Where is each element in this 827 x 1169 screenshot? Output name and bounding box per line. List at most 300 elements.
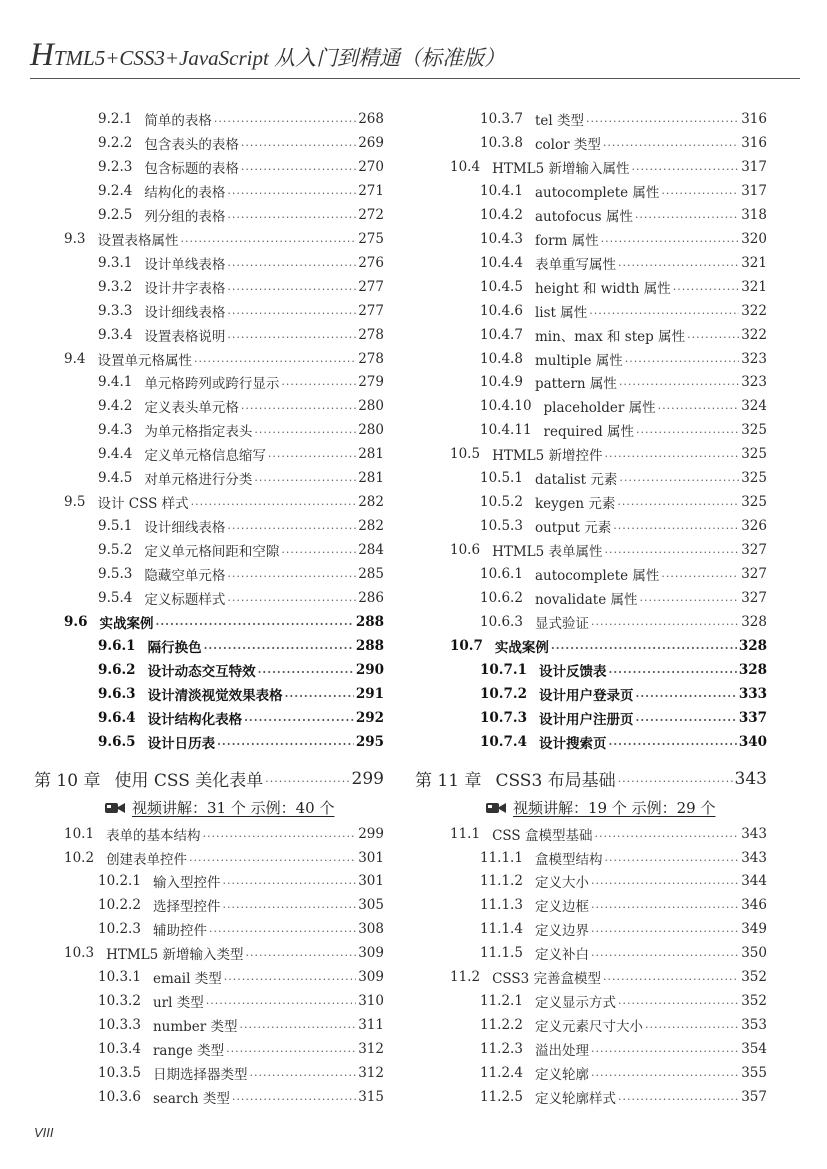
toc-page-number: 277 bbox=[358, 278, 384, 295]
toc-title: 对单元格进行分类 bbox=[144, 472, 253, 489]
leader-dots bbox=[635, 683, 736, 705]
toc-title: search 类型 bbox=[152, 1091, 230, 1107]
toc-title: multiple 属性 bbox=[534, 352, 623, 369]
toc-subsection[interactable] bbox=[98, 324, 384, 346]
leader-dots bbox=[241, 132, 356, 154]
toc-page-number: 355 bbox=[741, 1065, 767, 1082]
leader-dots bbox=[241, 156, 356, 178]
toc-section[interactable] bbox=[450, 635, 767, 657]
toc-page-number: 328 bbox=[738, 661, 767, 678]
toc-subsection[interactable] bbox=[480, 300, 767, 322]
toc-page-number: 333 bbox=[738, 685, 767, 702]
toc-number: 10.6.2 bbox=[480, 590, 523, 606]
toc-subsection[interactable] bbox=[98, 395, 384, 417]
toc-title: 设计日历表 bbox=[147, 735, 216, 752]
leader-dots bbox=[603, 966, 739, 988]
toc-number: 9.4 bbox=[64, 350, 86, 367]
toc-title: 定义补白 bbox=[534, 947, 589, 964]
toc-title: 隔行换色 bbox=[147, 639, 202, 656]
toc-number: 10.5.2 bbox=[480, 494, 523, 511]
toc-page-number: 318 bbox=[741, 206, 767, 223]
toc-number: 10.6.3 bbox=[480, 613, 523, 630]
toc-number: 9.3.3 bbox=[98, 302, 133, 319]
toc-title: 设计细线表格 bbox=[144, 304, 226, 321]
toc-subsection[interactable] bbox=[480, 1062, 767, 1084]
leader-dots bbox=[605, 443, 740, 465]
toc-subsection[interactable] bbox=[480, 870, 767, 892]
toc-subsection[interactable] bbox=[98, 1038, 384, 1060]
leader-dots bbox=[658, 395, 740, 417]
leader-dots bbox=[227, 300, 356, 322]
toc-number: 11.2.2 bbox=[480, 1017, 523, 1034]
toc-page-number: 327 bbox=[741, 590, 767, 606]
toc-subsection[interactable] bbox=[98, 276, 384, 298]
leader-dots bbox=[232, 1086, 356, 1108]
toc-page-number: 282 bbox=[358, 518, 384, 535]
toc-subsection[interactable] bbox=[480, 611, 767, 633]
leader-dots bbox=[268, 443, 356, 465]
toc-subsection[interactable] bbox=[480, 419, 767, 441]
leader-dots bbox=[214, 108, 356, 130]
toc-page-number: 272 bbox=[358, 206, 384, 223]
toc-number: 10.6 bbox=[450, 542, 481, 559]
toc-subsection[interactable] bbox=[480, 587, 767, 609]
leader-dots bbox=[632, 156, 740, 178]
leader-dots bbox=[591, 942, 739, 964]
toc-subsection[interactable] bbox=[98, 467, 384, 489]
toc-subsection[interactable] bbox=[480, 1014, 767, 1036]
video-stats-text: 视频讲解：31 个 示例：40 个 bbox=[132, 799, 335, 818]
toc-subsection[interactable] bbox=[480, 228, 767, 250]
toc-number: 10.4.1 bbox=[480, 182, 523, 199]
toc-subsection[interactable] bbox=[480, 324, 767, 346]
leader-dots bbox=[285, 683, 354, 705]
toc-page-number: 352 bbox=[741, 993, 767, 1010]
toc-title: pattern 属性 bbox=[534, 376, 617, 393]
toc-page-number: 344 bbox=[741, 873, 767, 890]
toc-page-number: 295 bbox=[355, 733, 384, 750]
toc-title: 定义边框 bbox=[534, 899, 589, 916]
toc-page-number: 285 bbox=[358, 566, 384, 583]
toc-title: 输入型控件 bbox=[152, 875, 221, 892]
toc-page-number: 315 bbox=[358, 1089, 384, 1105]
toc-subsection[interactable] bbox=[480, 847, 767, 869]
toc-title: 定义轮廓 bbox=[534, 1067, 589, 1084]
leader-dots bbox=[661, 180, 739, 202]
toc-page-number: 276 bbox=[358, 254, 384, 271]
toc-subsection[interactable] bbox=[98, 132, 384, 154]
toc-title: number 类型 bbox=[152, 1019, 238, 1036]
toc-title: 设计用户登录页 bbox=[538, 687, 634, 704]
toc-subsection[interactable] bbox=[98, 252, 384, 274]
leader-dots bbox=[189, 847, 356, 869]
toc-page-number: 325 bbox=[741, 446, 767, 463]
toc-subsection[interactable] bbox=[480, 707, 767, 729]
toc-subsection[interactable] bbox=[98, 1014, 384, 1036]
toc-number: 11.2.4 bbox=[480, 1065, 523, 1082]
toc-title: output 元素 bbox=[534, 520, 612, 537]
toc-title: autocomplete 属性 bbox=[534, 184, 660, 201]
leader-dots bbox=[217, 731, 354, 753]
toc-subsection[interactable] bbox=[480, 1038, 767, 1060]
toc-title: 创建表单控件 bbox=[106, 851, 188, 868]
toc-page-number: 325 bbox=[741, 494, 767, 511]
toc-subsection[interactable] bbox=[98, 419, 384, 441]
toc-number: 9.6.1 bbox=[98, 637, 136, 654]
leader-dots bbox=[227, 587, 356, 609]
toc-page-number: 311 bbox=[358, 1017, 384, 1034]
toc-title: 显式验证 bbox=[534, 615, 589, 632]
leader-dots bbox=[551, 635, 737, 657]
toc-number: 11.1 bbox=[450, 825, 481, 842]
toc-page-number: 324 bbox=[741, 398, 767, 415]
leader-dots bbox=[222, 870, 356, 892]
leader-dots bbox=[613, 515, 739, 537]
toc-page-number: 278 bbox=[358, 326, 384, 343]
toc-title: 设计结构化表格 bbox=[147, 711, 243, 728]
toc-number: 10.7.2 bbox=[480, 685, 527, 702]
leader-dots bbox=[618, 768, 733, 790]
toc-number: 10.7.3 bbox=[480, 709, 527, 726]
leader-dots bbox=[249, 1062, 356, 1084]
page-number: VIII bbox=[34, 1125, 54, 1140]
toc-subsection[interactable] bbox=[98, 966, 384, 988]
toc-page-number: 282 bbox=[358, 494, 384, 511]
toc-subsection[interactable] bbox=[480, 942, 767, 964]
toc-page-number: 322 bbox=[741, 302, 767, 319]
toc-title: tel 类型 bbox=[534, 113, 584, 129]
book-title bbox=[30, 37, 505, 74]
toc-page-number: 281 bbox=[358, 446, 384, 463]
toc-number: 11.2 bbox=[450, 969, 481, 986]
toc-subsection[interactable] bbox=[480, 1086, 767, 1108]
toc-title: 选择型控件 bbox=[152, 899, 221, 916]
toc-title: form 属性 bbox=[534, 232, 599, 249]
toc-subsection[interactable] bbox=[98, 659, 384, 681]
toc-number: 10.4.8 bbox=[480, 350, 523, 367]
toc-title: CSS3 完善盒模型 bbox=[492, 971, 602, 988]
leader-dots bbox=[204, 635, 354, 657]
toc-subsection[interactable] bbox=[98, 371, 384, 393]
toc-number: 10.4.10 bbox=[480, 398, 532, 415]
leader-dots bbox=[180, 228, 356, 250]
toc-title: 表单重写属性 bbox=[534, 256, 616, 273]
toc-subsection[interactable] bbox=[98, 204, 384, 226]
toc-title: datalist 元素 bbox=[534, 472, 618, 489]
toc-section[interactable] bbox=[64, 847, 384, 869]
toc-number: 10.2.2 bbox=[98, 897, 141, 914]
toc-title: 设计单线表格 bbox=[144, 256, 226, 273]
toc-number: 10.4.5 bbox=[480, 278, 523, 295]
toc-title: 单元格跨列或跨行显示 bbox=[144, 376, 280, 393]
toc-title: height 和 width 属性 bbox=[534, 280, 671, 297]
toc-title: 溢出处理 bbox=[534, 1043, 589, 1060]
toc-title: 实战案例 bbox=[99, 615, 154, 632]
leader-dots bbox=[227, 324, 356, 346]
toc-subsection[interactable] bbox=[480, 252, 767, 274]
toc-title: 结构化的表格 bbox=[144, 184, 226, 201]
toc-subsection[interactable] bbox=[480, 204, 767, 226]
video-camera-icon bbox=[485, 800, 507, 816]
toc-page-number: 349 bbox=[741, 921, 767, 938]
toc-title: range 类型 bbox=[152, 1043, 225, 1060]
toc-title: 简单的表格 bbox=[144, 113, 212, 129]
toc-subsection[interactable] bbox=[480, 395, 767, 417]
toc-title: 隐藏空单元格 bbox=[144, 568, 226, 585]
toc-page-number: 326 bbox=[741, 518, 767, 535]
leader-dots bbox=[591, 870, 739, 892]
toc-subsection[interactable] bbox=[98, 990, 384, 1012]
toc-title: 辅助控件 bbox=[152, 923, 207, 940]
leader-dots bbox=[619, 371, 739, 393]
leader-dots bbox=[156, 611, 354, 633]
toc-page-number: 299 bbox=[351, 768, 384, 789]
toc-subsection[interactable] bbox=[480, 371, 767, 393]
leader-dots bbox=[594, 823, 739, 845]
video-stats-text: 视频讲解：19 个 示例：29 个 bbox=[513, 799, 716, 818]
toc-number: 9.4.1 bbox=[98, 374, 133, 391]
running-header bbox=[30, 38, 800, 79]
video-camera-icon bbox=[104, 800, 126, 816]
leader-dots bbox=[227, 563, 356, 585]
toc-number: 11.1.4 bbox=[480, 921, 523, 938]
toc-section[interactable] bbox=[450, 823, 767, 845]
toc-title: autocomplete 属性 bbox=[534, 568, 660, 585]
toc-title: 设计搜索页 bbox=[538, 735, 607, 752]
toc-page-number: 312 bbox=[358, 1041, 384, 1058]
toc-number: 10.2.3 bbox=[98, 921, 141, 938]
toc-subsection[interactable] bbox=[480, 348, 767, 370]
toc-number: 10.7.4 bbox=[480, 733, 527, 750]
toc-page-number: 281 bbox=[358, 470, 384, 487]
toc-number: 10.4 bbox=[450, 158, 481, 175]
toc-subsection[interactable] bbox=[480, 491, 767, 513]
toc-section[interactable] bbox=[450, 539, 767, 561]
toc-subsection[interactable] bbox=[98, 539, 384, 561]
toc-number: 9.3.2 bbox=[98, 278, 133, 295]
toc-subsection[interactable] bbox=[98, 156, 384, 178]
toc-chapter[interactable] bbox=[415, 768, 767, 790]
toc-page-number: 270 bbox=[358, 158, 384, 175]
toc-page-number: 353 bbox=[741, 1017, 767, 1034]
toc-page-number: 280 bbox=[358, 398, 384, 415]
leader-dots bbox=[591, 918, 739, 940]
toc-page-number: 316 bbox=[741, 134, 767, 151]
toc-subsection[interactable] bbox=[480, 276, 767, 298]
leader-dots bbox=[645, 1014, 739, 1036]
toc-number: 9.6 bbox=[64, 613, 88, 630]
toc-subsection[interactable] bbox=[480, 731, 767, 753]
toc-subsection[interactable] bbox=[480, 894, 767, 916]
toc-section[interactable] bbox=[64, 228, 384, 250]
toc-number: 10.7.1 bbox=[480, 661, 527, 678]
toc-number: 10.4.7 bbox=[480, 326, 523, 343]
toc-number: 11.1.5 bbox=[480, 945, 523, 962]
toc-section[interactable] bbox=[450, 443, 767, 465]
leader-dots bbox=[227, 252, 356, 274]
leader-dots bbox=[635, 707, 736, 729]
toc-title: autofocus 属性 bbox=[534, 208, 633, 225]
toc-number: 10.3.4 bbox=[98, 1041, 141, 1058]
toc-title: min、max 和 step 属性 bbox=[534, 328, 686, 345]
toc-subsection[interactable] bbox=[98, 635, 384, 657]
toc-number: 第 11 章 bbox=[415, 771, 482, 792]
toc-number: 10.4.11 bbox=[480, 422, 532, 439]
toc-page-number: 343 bbox=[741, 849, 767, 866]
leader-dots bbox=[586, 108, 739, 130]
leader-dots bbox=[281, 371, 356, 393]
toc-number: 9.4.3 bbox=[98, 422, 133, 439]
toc-page-number: 328 bbox=[738, 637, 767, 654]
toc-subsection[interactable] bbox=[480, 132, 767, 154]
toc-number: 10.3 bbox=[64, 945, 95, 962]
leader-dots bbox=[591, 611, 739, 633]
toc-page-number: 340 bbox=[738, 733, 767, 750]
toc-page-number: 327 bbox=[741, 566, 767, 583]
toc-title: 设计井字表格 bbox=[144, 280, 226, 297]
toc-section[interactable] bbox=[450, 156, 767, 178]
toc-subsection[interactable] bbox=[480, 515, 767, 537]
toc-page-number: 309 bbox=[358, 945, 384, 962]
toc-chapter[interactable] bbox=[34, 768, 384, 790]
leader-dots bbox=[241, 395, 356, 417]
toc-subsection[interactable] bbox=[98, 108, 384, 130]
toc-page-number: 337 bbox=[738, 709, 767, 726]
leader-dots bbox=[618, 252, 739, 274]
toc-page-number: 320 bbox=[741, 230, 767, 247]
toc-number: 10.4.2 bbox=[480, 206, 523, 223]
toc-page-number: 288 bbox=[355, 613, 384, 630]
toc-subsection[interactable] bbox=[480, 990, 767, 1012]
leader-dots bbox=[227, 204, 356, 226]
toc-title: HTML5 新增输入属性 bbox=[492, 160, 630, 177]
toc-subsection[interactable] bbox=[480, 683, 767, 705]
toc-number: 11.2.5 bbox=[480, 1089, 523, 1105]
toc-subsection[interactable] bbox=[98, 1062, 384, 1084]
toc-title: email 类型 bbox=[152, 971, 222, 988]
toc-title: 定义表头单元格 bbox=[144, 400, 239, 417]
toc-page-number: 279 bbox=[358, 374, 384, 391]
toc-page-number: 291 bbox=[355, 685, 384, 702]
toc-subsection[interactable] bbox=[480, 467, 767, 489]
toc-title: 表单的基本结构 bbox=[106, 827, 201, 844]
toc-title: 定义大小 bbox=[534, 875, 589, 892]
toc-section[interactable] bbox=[64, 491, 384, 513]
leader-dots bbox=[258, 659, 354, 681]
toc-title: 设计用户注册页 bbox=[538, 711, 634, 728]
toc-subsection[interactable] bbox=[98, 707, 384, 729]
toc-subsection[interactable] bbox=[480, 918, 767, 940]
toc-subsection[interactable] bbox=[98, 443, 384, 465]
toc-title: 定义显示方式 bbox=[534, 995, 616, 1012]
toc-subsection[interactable] bbox=[98, 180, 384, 202]
toc-title: 设计动态交互特效 bbox=[147, 663, 256, 680]
toc-title: CSS 盒模型基础 bbox=[492, 827, 593, 844]
toc-subsection[interactable] bbox=[98, 563, 384, 585]
toc-title: 定义边界 bbox=[534, 923, 589, 940]
toc-title: color 类型 bbox=[534, 136, 601, 153]
leader-dots bbox=[591, 894, 739, 916]
leader-dots bbox=[618, 990, 739, 1012]
toc-section[interactable] bbox=[64, 348, 384, 370]
toc-title: 设计清淡视觉效果表格 bbox=[147, 687, 283, 704]
toc-number: 9.5.3 bbox=[98, 566, 133, 583]
toc-number: 9.3.1 bbox=[98, 254, 133, 271]
toc-subsection[interactable] bbox=[98, 918, 384, 940]
toc-page-number: 309 bbox=[358, 969, 384, 986]
toc-title: 定义轮廓样式 bbox=[534, 1091, 616, 1107]
toc-page-number: 301 bbox=[358, 849, 384, 866]
toc-subsection[interactable] bbox=[98, 683, 384, 705]
toc-subsection[interactable] bbox=[480, 659, 767, 681]
toc-subsection[interactable] bbox=[98, 894, 384, 916]
toc-page-number: 286 bbox=[358, 590, 384, 606]
toc-title: 列分组的表格 bbox=[144, 208, 226, 225]
leader-dots bbox=[191, 491, 357, 513]
leader-dots bbox=[617, 491, 739, 513]
toc-subsection[interactable] bbox=[480, 180, 767, 202]
toc-section[interactable] bbox=[64, 942, 384, 964]
toc-page-number: 354 bbox=[741, 1041, 767, 1058]
toc-subsection[interactable] bbox=[98, 1086, 384, 1108]
toc-section[interactable] bbox=[64, 823, 384, 845]
toc-number: 11.1.1 bbox=[480, 849, 523, 866]
leader-dots bbox=[281, 539, 356, 561]
toc-section[interactable] bbox=[450, 966, 767, 988]
toc-page-number: 327 bbox=[741, 542, 767, 559]
leader-dots bbox=[605, 539, 740, 561]
toc-page-number: 325 bbox=[741, 422, 767, 439]
toc-number: 9.3.4 bbox=[98, 326, 133, 343]
leader-dots bbox=[265, 768, 349, 790]
toc-number: 10.5.3 bbox=[480, 518, 523, 535]
leader-dots bbox=[608, 659, 736, 681]
leader-dots bbox=[591, 1062, 739, 1084]
toc-number: 10.5 bbox=[450, 446, 481, 463]
toc-title: url 类型 bbox=[152, 995, 204, 1012]
toc-number: 9.6.2 bbox=[98, 661, 136, 678]
leader-dots bbox=[222, 894, 356, 916]
leader-dots bbox=[226, 1038, 356, 1060]
leader-dots bbox=[194, 348, 356, 370]
toc-subsection[interactable] bbox=[98, 515, 384, 537]
toc-number: 10.1 bbox=[64, 825, 95, 842]
toc-number: 10.3.5 bbox=[98, 1065, 141, 1082]
toc-title: 设计细线表格 bbox=[144, 520, 226, 537]
leader-dots bbox=[227, 515, 356, 537]
toc-number: 10.4.6 bbox=[480, 302, 523, 319]
toc-number: 9.3 bbox=[64, 230, 86, 247]
toc-number: 10.3.8 bbox=[480, 134, 523, 151]
toc-title: 设置表格说明 bbox=[144, 328, 226, 345]
toc-subsection[interactable] bbox=[98, 300, 384, 322]
toc-title: 设置单元格属性 bbox=[97, 352, 192, 369]
toc-number: 10.4.4 bbox=[480, 254, 523, 271]
toc-page-number: 278 bbox=[358, 350, 384, 367]
leader-dots bbox=[209, 918, 356, 940]
toc-page-number: 357 bbox=[741, 1089, 767, 1105]
toc-subsection[interactable] bbox=[480, 108, 767, 130]
toc-section[interactable] bbox=[64, 611, 384, 633]
toc-page-number: 271 bbox=[358, 182, 384, 199]
toc-number: 10.3.6 bbox=[98, 1089, 141, 1105]
toc-subsection[interactable] bbox=[480, 563, 767, 585]
toc-subsection[interactable] bbox=[98, 870, 384, 892]
toc-title: 实战案例 bbox=[494, 639, 549, 656]
toc-subsection[interactable] bbox=[98, 587, 384, 609]
toc-number: 9.4.2 bbox=[98, 398, 133, 415]
toc-subsection[interactable] bbox=[98, 731, 384, 753]
